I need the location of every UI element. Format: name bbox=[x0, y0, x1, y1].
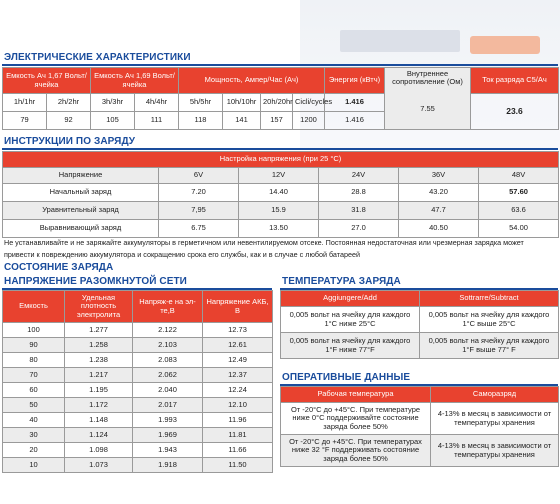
sub-cell: 10h/10hr bbox=[223, 94, 261, 112]
ocv-row bbox=[3, 413, 273, 428]
ops-cell: От -20°C до +45°C. При температурах ниже 32 °F поддерживать состояние заряда более 50% bbox=[281, 435, 431, 467]
charge-cell: 7,95 bbox=[159, 202, 239, 220]
value-cell: 1.416 bbox=[325, 112, 385, 130]
voltage-col: 36V bbox=[399, 168, 479, 184]
ocv-cell: 2.040 bbox=[133, 383, 203, 398]
charge-underline bbox=[2, 148, 558, 150]
temp-table bbox=[280, 290, 559, 359]
charge-note-line1: Не устанавливайте и не заряжайте аккумуляторы в герметичном или невентилируемом отсеке. Постоянная недостаточная или чрезмерная зарядка может bbox=[4, 238, 524, 247]
charge-cell: 7.20 bbox=[159, 184, 239, 202]
ocv-cell: 20 bbox=[3, 443, 65, 458]
ocv-cell: 100 bbox=[3, 323, 65, 338]
charge-cell: 43.20 bbox=[399, 184, 479, 202]
electrical-header-power: Мощность, Ампер/Час (Ач) bbox=[179, 68, 325, 94]
ops-table bbox=[280, 386, 559, 467]
ocv-col: Напряж-е на эл-те,В bbox=[133, 291, 203, 323]
ocv-cell: 1.277 bbox=[65, 323, 133, 338]
ocv-cell: 1.195 bbox=[65, 383, 133, 398]
electrical-header-resistance bbox=[385, 68, 471, 130]
charge-cell: 57.60 bbox=[479, 184, 559, 202]
ocv-cell: 12.73 bbox=[203, 323, 273, 338]
ops-title: ОПЕРАТИВНЫЕ ДАННЫЕ bbox=[282, 372, 411, 383]
ocv-cell: 12.10 bbox=[203, 398, 273, 413]
ocv-cell: 1.217 bbox=[65, 368, 133, 383]
sub-cell: 5h/5hr bbox=[179, 94, 223, 112]
charge-row-label: Уравнительный заряд bbox=[3, 202, 159, 220]
charge-table bbox=[2, 151, 559, 238]
ocv-cell: 1.124 bbox=[65, 428, 133, 443]
electrical-underline bbox=[2, 64, 558, 66]
ocv-cell: 10 bbox=[3, 458, 65, 473]
ocv-cell: 1.172 bbox=[65, 398, 133, 413]
value-cell: 118 bbox=[179, 112, 223, 130]
electrical-header-current: Ток разряда С5/Ач bbox=[471, 68, 559, 94]
ocv-row bbox=[3, 323, 273, 338]
ocv-cell: 12.49 bbox=[203, 353, 273, 368]
voltage-col: 48V bbox=[479, 168, 559, 184]
electrical-title: ЭЛЕКТРИЧЕСКИЕ ХАРАКТЕРИСТИКИ bbox=[4, 52, 191, 63]
charge-cell: 63.6 bbox=[479, 202, 559, 220]
charge-row-label: Выравнивающий заряд bbox=[3, 220, 159, 238]
ocv-table bbox=[2, 290, 273, 473]
photo-accent bbox=[470, 36, 540, 54]
ocv-cell: 2.103 bbox=[133, 338, 203, 353]
value-cell: 79 bbox=[3, 112, 47, 130]
value-cell: 157 bbox=[261, 112, 293, 130]
charge-cell: 47.7 bbox=[399, 202, 479, 220]
electrical-header-169: Емкость Ач 1,69 Вольт/ячейка bbox=[91, 68, 179, 94]
charge-cell: 31.8 bbox=[319, 202, 399, 220]
current-value: 23.6 bbox=[471, 94, 559, 130]
charge-cell: 40.50 bbox=[399, 220, 479, 238]
ocv-row bbox=[3, 338, 273, 353]
ops-cell: От -20°C до +45°C. При температуре ниже 0°C поддерживайте состояние заряда более 50% bbox=[281, 403, 431, 435]
voltage-col: 12V bbox=[239, 168, 319, 184]
sub-cell: 3h/3hr bbox=[91, 94, 135, 112]
ocv-cell: 1.969 bbox=[133, 428, 203, 443]
ops-col: Саморазряд bbox=[431, 387, 559, 403]
ocv-col: Емкость bbox=[3, 291, 65, 323]
ocv-cell: 1.073 bbox=[65, 458, 133, 473]
charge-cell: 27.0 bbox=[319, 220, 399, 238]
sub-cell: Cicli/cycles bbox=[293, 94, 325, 112]
temp-cell: 0,005 вольт на ячейку для каждого 1°F ниже 77°F bbox=[281, 333, 420, 359]
ops-cell: 4-13% в месяц в зависимости от температуры хранения bbox=[431, 435, 559, 467]
ocv-cell: 80 bbox=[3, 353, 65, 368]
temp-col: Sottrarre/Subtract bbox=[420, 291, 559, 307]
value-cell: 92 bbox=[47, 112, 91, 130]
ocv-row bbox=[3, 353, 273, 368]
ocv-cell: 1.098 bbox=[65, 443, 133, 458]
sub-cell: 20h/20hr bbox=[261, 94, 293, 112]
sub-cell: 1.416 bbox=[325, 94, 385, 112]
charge-cell: 54.00 bbox=[479, 220, 559, 238]
ocv-col: Напряжение АКБ, В bbox=[203, 291, 273, 323]
charge-row-label: Начальный заряд bbox=[3, 184, 159, 202]
sub-cell: 4h/4hr bbox=[135, 94, 179, 112]
ocv-cell: 1.258 bbox=[65, 338, 133, 353]
ocv-cell: 11.50 bbox=[203, 458, 273, 473]
electrical-header-167: Емкость Ач 1,67 Вольт/ячейка bbox=[3, 68, 91, 94]
ocv-cell: 30 bbox=[3, 428, 65, 443]
ocv-title: НАПРЯЖЕНИЕ РАЗОМКНУТОЙ СЕТИ bbox=[4, 276, 187, 287]
electrical-table bbox=[2, 67, 559, 130]
ocv-row bbox=[3, 458, 273, 473]
ocv-cell: 12.24 bbox=[203, 383, 273, 398]
photo-bar bbox=[340, 30, 460, 52]
value-cell: 1200 bbox=[293, 112, 325, 130]
electrical-header-energy: Энергия (кВтч) bbox=[325, 68, 385, 94]
ocv-cell: 40 bbox=[3, 413, 65, 428]
value-cell: 105 bbox=[91, 112, 135, 130]
sub-cell: 1h/1hr bbox=[3, 94, 47, 112]
temp-cell: 0,005 вольт на ячейку для каждого 1°C выше 25°C bbox=[420, 307, 559, 333]
charge-cell: 13.50 bbox=[239, 220, 319, 238]
ocv-cell: 50 bbox=[3, 398, 65, 413]
ocv-cell: 11.66 bbox=[203, 443, 273, 458]
ops-col: Рабочая температура bbox=[281, 387, 431, 403]
charge-cell: 14.40 bbox=[239, 184, 319, 202]
voltage-col: Напряжение bbox=[3, 168, 159, 184]
sub-cell: 2h/2hr bbox=[47, 94, 91, 112]
ocv-col: Удельная плотность электролита bbox=[65, 291, 133, 323]
ocv-cell: 1.148 bbox=[65, 413, 133, 428]
ocv-cell: 90 bbox=[3, 338, 65, 353]
ocv-cell: 1.238 bbox=[65, 353, 133, 368]
resistance-value: 7.55 bbox=[420, 103, 435, 113]
charge-title: ИНСТРУКЦИИ ПО ЗАРЯДУ bbox=[4, 136, 136, 147]
ocv-cell: 1.918 bbox=[133, 458, 203, 473]
voltage-col: 6V bbox=[159, 168, 239, 184]
ops-cell: 4-13% в месяц в зависимости от температуры хранения bbox=[431, 403, 559, 435]
ocv-cell: 70 bbox=[3, 368, 65, 383]
value-cell: 111 bbox=[135, 112, 179, 130]
ocv-cell: 11.96 bbox=[203, 413, 273, 428]
charge-cell: 28.8 bbox=[319, 184, 399, 202]
charge-cell: 6.75 bbox=[159, 220, 239, 238]
ocv-cell: 12.37 bbox=[203, 368, 273, 383]
value-cell: 141 bbox=[223, 112, 261, 130]
charge-cell: 15.9 bbox=[239, 202, 319, 220]
temp-cell: 0,005 вольт на ячейку для каждого 1°F выше 77° F bbox=[420, 333, 559, 359]
ocv-row bbox=[3, 368, 273, 383]
ocv-cell: 11.81 bbox=[203, 428, 273, 443]
ocv-cell: 2.062 bbox=[133, 368, 203, 383]
ocv-cell: 12.61 bbox=[203, 338, 273, 353]
ocv-cell: 2.017 bbox=[133, 398, 203, 413]
ocv-cell: 1.993 bbox=[133, 413, 203, 428]
ocv-cell: 1.943 bbox=[133, 443, 203, 458]
ocv-cell: 2.083 bbox=[133, 353, 203, 368]
resistance-label: Внутреннее сопротивление (Ом) bbox=[392, 68, 463, 87]
ocv-cell: 60 bbox=[3, 383, 65, 398]
ocv-row bbox=[3, 398, 273, 413]
temp-col: Aggiungere/Add bbox=[281, 291, 420, 307]
ocv-row bbox=[3, 443, 273, 458]
ocv-row bbox=[3, 383, 273, 398]
ocv-cell: 2.122 bbox=[133, 323, 203, 338]
temp-cell: 0,005 вольт на ячейку для каждого 1°C ниже 25°C bbox=[281, 307, 420, 333]
ocv-row bbox=[3, 428, 273, 443]
voltage-setting-header: Настройка напряжения (при 25 °C) bbox=[3, 152, 559, 168]
charge-note-line2: привести к повреждению аккумулятора и сокращению срока его службы, как и в случае с любой батареей bbox=[4, 250, 360, 259]
temp-title: ТЕМПЕРАТУРА ЗАРЯДА bbox=[282, 276, 401, 287]
state-title: СОСТОЯНИЕ ЗАРЯДА bbox=[4, 262, 114, 273]
voltage-col: 24V bbox=[319, 168, 399, 184]
